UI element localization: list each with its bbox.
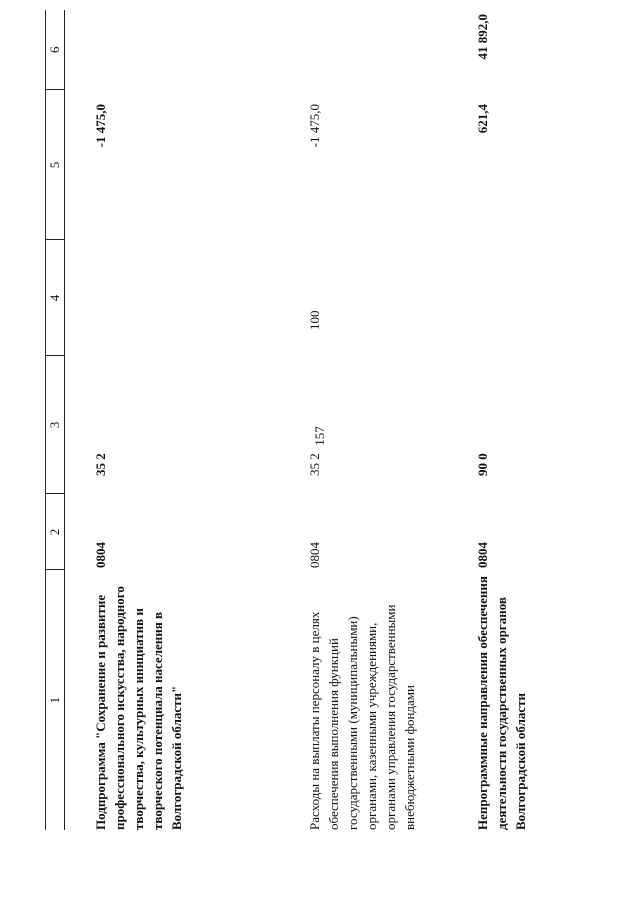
row-section: 0804 [475, 542, 490, 568]
row-name: Подпрограмма "Сохранение и развитие профессионального искусства, народного творчества, культурных инициатив и творческого потенциала населения в Волгоградской области" [93, 586, 184, 830]
row-group [65, 240, 296, 356]
rotated-table-container [45, 10, 565, 830]
row-col6 [295, 10, 463, 90]
row-group [463, 240, 571, 356]
table-row [65, 10, 296, 830]
row-group: 100 [307, 310, 322, 330]
row-col5: -1 475,0 [93, 104, 108, 148]
budget-table [45, 10, 571, 830]
row-col6 [65, 10, 296, 90]
page-number: 157 [312, 426, 327, 446]
row-target: 90 0 [475, 453, 490, 476]
table-header-row [46, 10, 65, 830]
row-target: 35 2 [307, 453, 322, 476]
row-section: 0804 [307, 542, 322, 568]
row-col5: 621,4 [475, 104, 490, 134]
row-target: 35 2 [93, 453, 108, 476]
table-row [295, 10, 463, 830]
header-col-3: 3 [46, 356, 65, 494]
header-col-4: 4 [46, 240, 65, 356]
row-col6: 41 892,0 [475, 14, 490, 60]
header-col-5: 5 [46, 90, 65, 240]
table-row [463, 10, 571, 830]
row-section: 0804 [93, 542, 108, 568]
row-col5: -1 475,0 [307, 104, 322, 148]
header-col-2: 2 [46, 494, 65, 570]
header-col-1: 1 [46, 570, 65, 830]
row-name: Непрограммные направления обеспечения деятельности государственных органов Волгоградской области [475, 576, 528, 830]
row-name: Расходы на выплаты персоналу в целях обеспечения выполнения функций государственными (муниципальными) органами, казенными учреждениями, органами управления государственными внебюджетными фондами [307, 604, 417, 830]
header-col-6: 6 [46, 10, 65, 90]
